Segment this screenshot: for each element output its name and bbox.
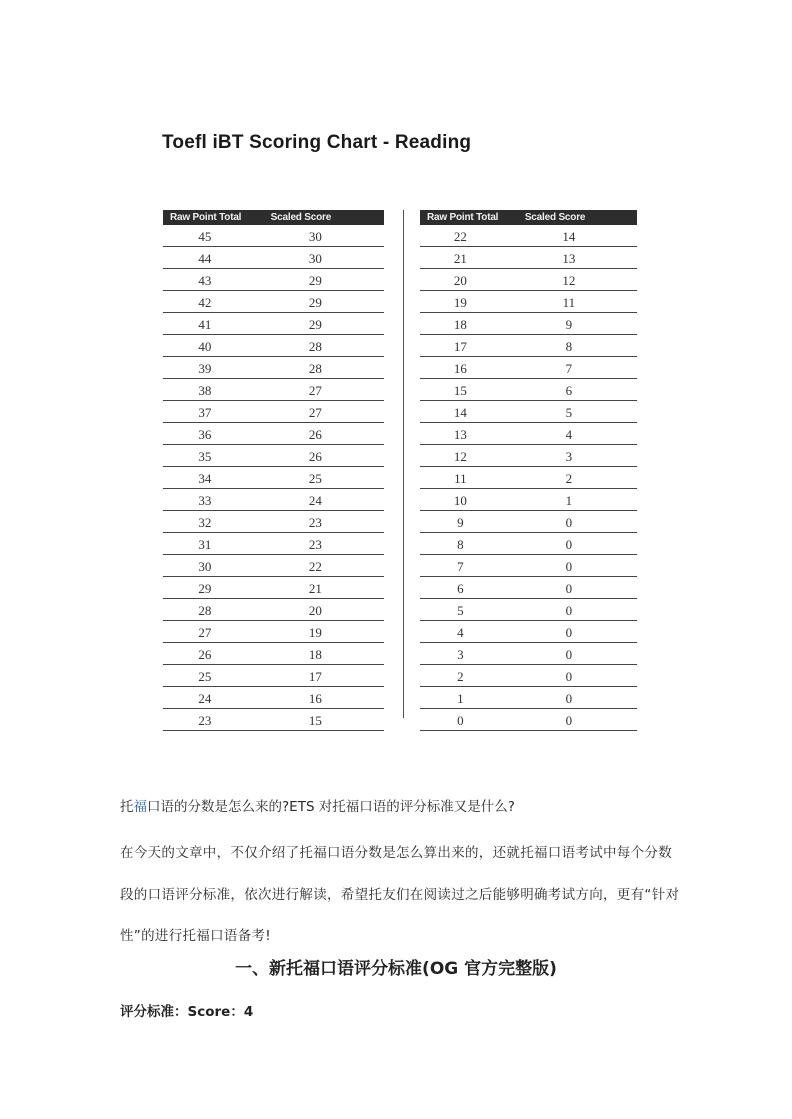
- table-row: [420, 357, 637, 379]
- scaled-score-cell: 21: [247, 577, 384, 599]
- scoring-chart: [160, 128, 672, 730]
- table-row: [163, 621, 384, 643]
- raw-point-cell: 8: [420, 533, 501, 555]
- raw-point-cell: 12: [420, 445, 501, 467]
- raw-point-cell: 16: [420, 357, 501, 379]
- raw-point-cell: 32: [163, 511, 247, 533]
- raw-point-cell: 0: [420, 709, 501, 731]
- raw-point-cell: 34: [163, 467, 247, 489]
- raw-point-cell: 7: [420, 555, 501, 577]
- raw-point-cell: 33: [163, 489, 247, 511]
- raw-point-cell: 41: [163, 313, 247, 335]
- raw-point-cell: 45: [163, 225, 247, 247]
- table-row: [420, 621, 637, 643]
- scaled-score-cell: 0: [501, 599, 637, 621]
- raw-point-cell: 10: [420, 489, 501, 511]
- chart-title: Toefl iBT Scoring Chart - Reading: [162, 132, 472, 153]
- raw-point-cell: 29: [163, 577, 247, 599]
- scaled-score-cell: 8: [501, 335, 637, 357]
- scaled-score-cell: 5: [501, 401, 637, 423]
- table-row: [420, 709, 637, 731]
- table-row: [420, 291, 637, 313]
- raw-point-cell: 6: [420, 577, 501, 599]
- raw-point-cell: 18: [420, 313, 501, 335]
- scaled-score-cell: 29: [247, 291, 384, 313]
- raw-point-cell: 35: [163, 445, 247, 467]
- raw-point-cell: 30: [163, 555, 247, 577]
- column-header-scaled: Scaled Score: [247, 210, 384, 225]
- scaled-score-cell: 11: [501, 291, 637, 313]
- score-table-left: [163, 210, 384, 731]
- scaled-score-cell: 26: [247, 445, 384, 467]
- scaled-score-cell: 2: [501, 467, 637, 489]
- question-line: [120, 795, 680, 815]
- scaled-score-cell: 18: [247, 643, 384, 665]
- raw-point-cell: 28: [163, 599, 247, 621]
- raw-point-cell: 9: [420, 511, 501, 533]
- table-row: [163, 511, 384, 533]
- scaled-score-cell: 0: [501, 643, 637, 665]
- raw-point-cell: 5: [420, 599, 501, 621]
- raw-point-cell: 21: [420, 247, 501, 269]
- scaled-score-cell: 20: [247, 599, 384, 621]
- scaled-score-cell: 0: [501, 621, 637, 643]
- raw-point-cell: 22: [420, 225, 501, 247]
- table-row: [163, 401, 384, 423]
- raw-point-cell: 40: [163, 335, 247, 357]
- table-row: [163, 533, 384, 555]
- raw-point-cell: 23: [163, 709, 247, 731]
- intro-paragraph: 在今天的文章中，不仅介绍了托福口语分数是怎么算出来的，还就托福口语考试中每个分数段的口语评分标准，依次进行解读，希望托友们在阅读过之后能够明确考试方向，更有“针对性”的进行托福口语备考!: [120, 845, 680, 944]
- table-row: [420, 489, 637, 511]
- table-row: [420, 401, 637, 423]
- score-label: 评分标准：Score：4: [120, 1004, 254, 1020]
- scaled-score-cell: 29: [247, 269, 384, 291]
- scaled-score-cell: 28: [247, 335, 384, 357]
- scaled-score-cell: 25: [247, 467, 384, 489]
- table-row: [420, 335, 637, 357]
- column-header-raw: Raw Point Total: [163, 210, 247, 225]
- scaled-score-cell: 1: [501, 489, 637, 511]
- scaled-score-cell: 15: [247, 709, 384, 731]
- table-row: [420, 687, 637, 709]
- table-row: [163, 489, 384, 511]
- table-row: [420, 643, 637, 665]
- table-row: [420, 555, 637, 577]
- table-row: [420, 533, 637, 555]
- table-row: [163, 313, 384, 335]
- scaled-score-cell: 13: [501, 247, 637, 269]
- question-prefix: 托: [120, 799, 134, 815]
- raw-point-cell: 25: [163, 665, 247, 687]
- scaled-score-cell: 0: [501, 511, 637, 533]
- table-row: [420, 467, 637, 489]
- scaled-score-cell: 0: [501, 555, 637, 577]
- table-row: [163, 665, 384, 687]
- table-row: [420, 225, 637, 247]
- section-heading: 一、新托福口语评分标准(OG 官方完整版): [235, 959, 557, 979]
- scaled-score-cell: 12: [501, 269, 637, 291]
- scaled-score-cell: 9: [501, 313, 637, 335]
- column-header-scaled: Scaled Score: [501, 210, 637, 225]
- raw-point-cell: 13: [420, 423, 501, 445]
- scaled-score-cell: 3: [501, 445, 637, 467]
- raw-point-cell: 19: [420, 291, 501, 313]
- column-header-raw: Raw Point Total: [420, 210, 501, 225]
- column-divider: [403, 210, 404, 718]
- raw-point-cell: 36: [163, 423, 247, 445]
- table-row: [163, 357, 384, 379]
- raw-point-cell: 3: [420, 643, 501, 665]
- scaled-score-cell: 0: [501, 709, 637, 731]
- table-row: [420, 379, 637, 401]
- raw-point-cell: 38: [163, 379, 247, 401]
- table-row: [163, 269, 384, 291]
- scaled-score-cell: 30: [247, 247, 384, 269]
- scaled-score-cell: 28: [247, 357, 384, 379]
- scaled-score-cell: 26: [247, 423, 384, 445]
- scaled-score-cell: 14: [501, 225, 637, 247]
- table-row: [163, 423, 384, 445]
- raw-point-cell: 17: [420, 335, 501, 357]
- raw-point-cell: 44: [163, 247, 247, 269]
- raw-point-cell: 15: [420, 379, 501, 401]
- table-row: [420, 423, 637, 445]
- scaled-score-cell: 23: [247, 511, 384, 533]
- scaled-score-cell: 22: [247, 555, 384, 577]
- table-row: [163, 445, 384, 467]
- score-table-right: [420, 210, 637, 731]
- scaled-score-cell: 30: [247, 225, 384, 247]
- table-row: [163, 379, 384, 401]
- scaled-score-cell: 6: [501, 379, 637, 401]
- table-row: [163, 291, 384, 313]
- raw-point-cell: 37: [163, 401, 247, 423]
- question-rest: 口语的分数是怎么来的?ETS 对托福口语的评分标准又是什么?: [147, 799, 515, 815]
- raw-point-cell: 24: [163, 687, 247, 709]
- question-link[interactable]: 福: [133, 799, 147, 815]
- table-row: [420, 269, 637, 291]
- raw-point-cell: 20: [420, 269, 501, 291]
- raw-point-cell: 42: [163, 291, 247, 313]
- raw-point-cell: 31: [163, 533, 247, 555]
- raw-point-cell: 4: [420, 621, 501, 643]
- table-row: [163, 577, 384, 599]
- table-row: [163, 555, 384, 577]
- table-row: [420, 511, 637, 533]
- table-row: [420, 445, 637, 467]
- table-row: [163, 225, 384, 247]
- raw-point-cell: 1: [420, 687, 501, 709]
- table-row: [163, 335, 384, 357]
- scaled-score-cell: 7: [501, 357, 637, 379]
- table-row: [420, 247, 637, 269]
- scaled-score-cell: 0: [501, 577, 637, 599]
- table-row: [163, 467, 384, 489]
- scaled-score-cell: 24: [247, 489, 384, 511]
- scaled-score-cell: 27: [247, 401, 384, 423]
- table-row: [420, 599, 637, 621]
- raw-point-cell: 2: [420, 665, 501, 687]
- table-row: [163, 599, 384, 621]
- table-row: [420, 577, 637, 599]
- scaled-score-cell: 4: [501, 423, 637, 445]
- scaled-score-cell: 17: [247, 665, 384, 687]
- table-row: [420, 313, 637, 335]
- raw-point-cell: 43: [163, 269, 247, 291]
- raw-point-cell: 14: [420, 401, 501, 423]
- scaled-score-cell: 29: [247, 313, 384, 335]
- scaled-score-cell: 0: [501, 687, 637, 709]
- raw-point-cell: 27: [163, 621, 247, 643]
- scaled-score-cell: 23: [247, 533, 384, 555]
- table-row: [163, 709, 384, 731]
- scaled-score-cell: 0: [501, 665, 637, 687]
- raw-point-cell: 39: [163, 357, 247, 379]
- table-row: [163, 687, 384, 709]
- table-row: [163, 247, 384, 269]
- scaled-score-cell: 27: [247, 379, 384, 401]
- raw-point-cell: 11: [420, 467, 501, 489]
- scaled-score-cell: 19: [247, 621, 384, 643]
- raw-point-cell: 26: [163, 643, 247, 665]
- table-row: [420, 665, 637, 687]
- scaled-score-cell: 16: [247, 687, 384, 709]
- scaled-score-cell: 0: [501, 533, 637, 555]
- table-row: [163, 643, 384, 665]
